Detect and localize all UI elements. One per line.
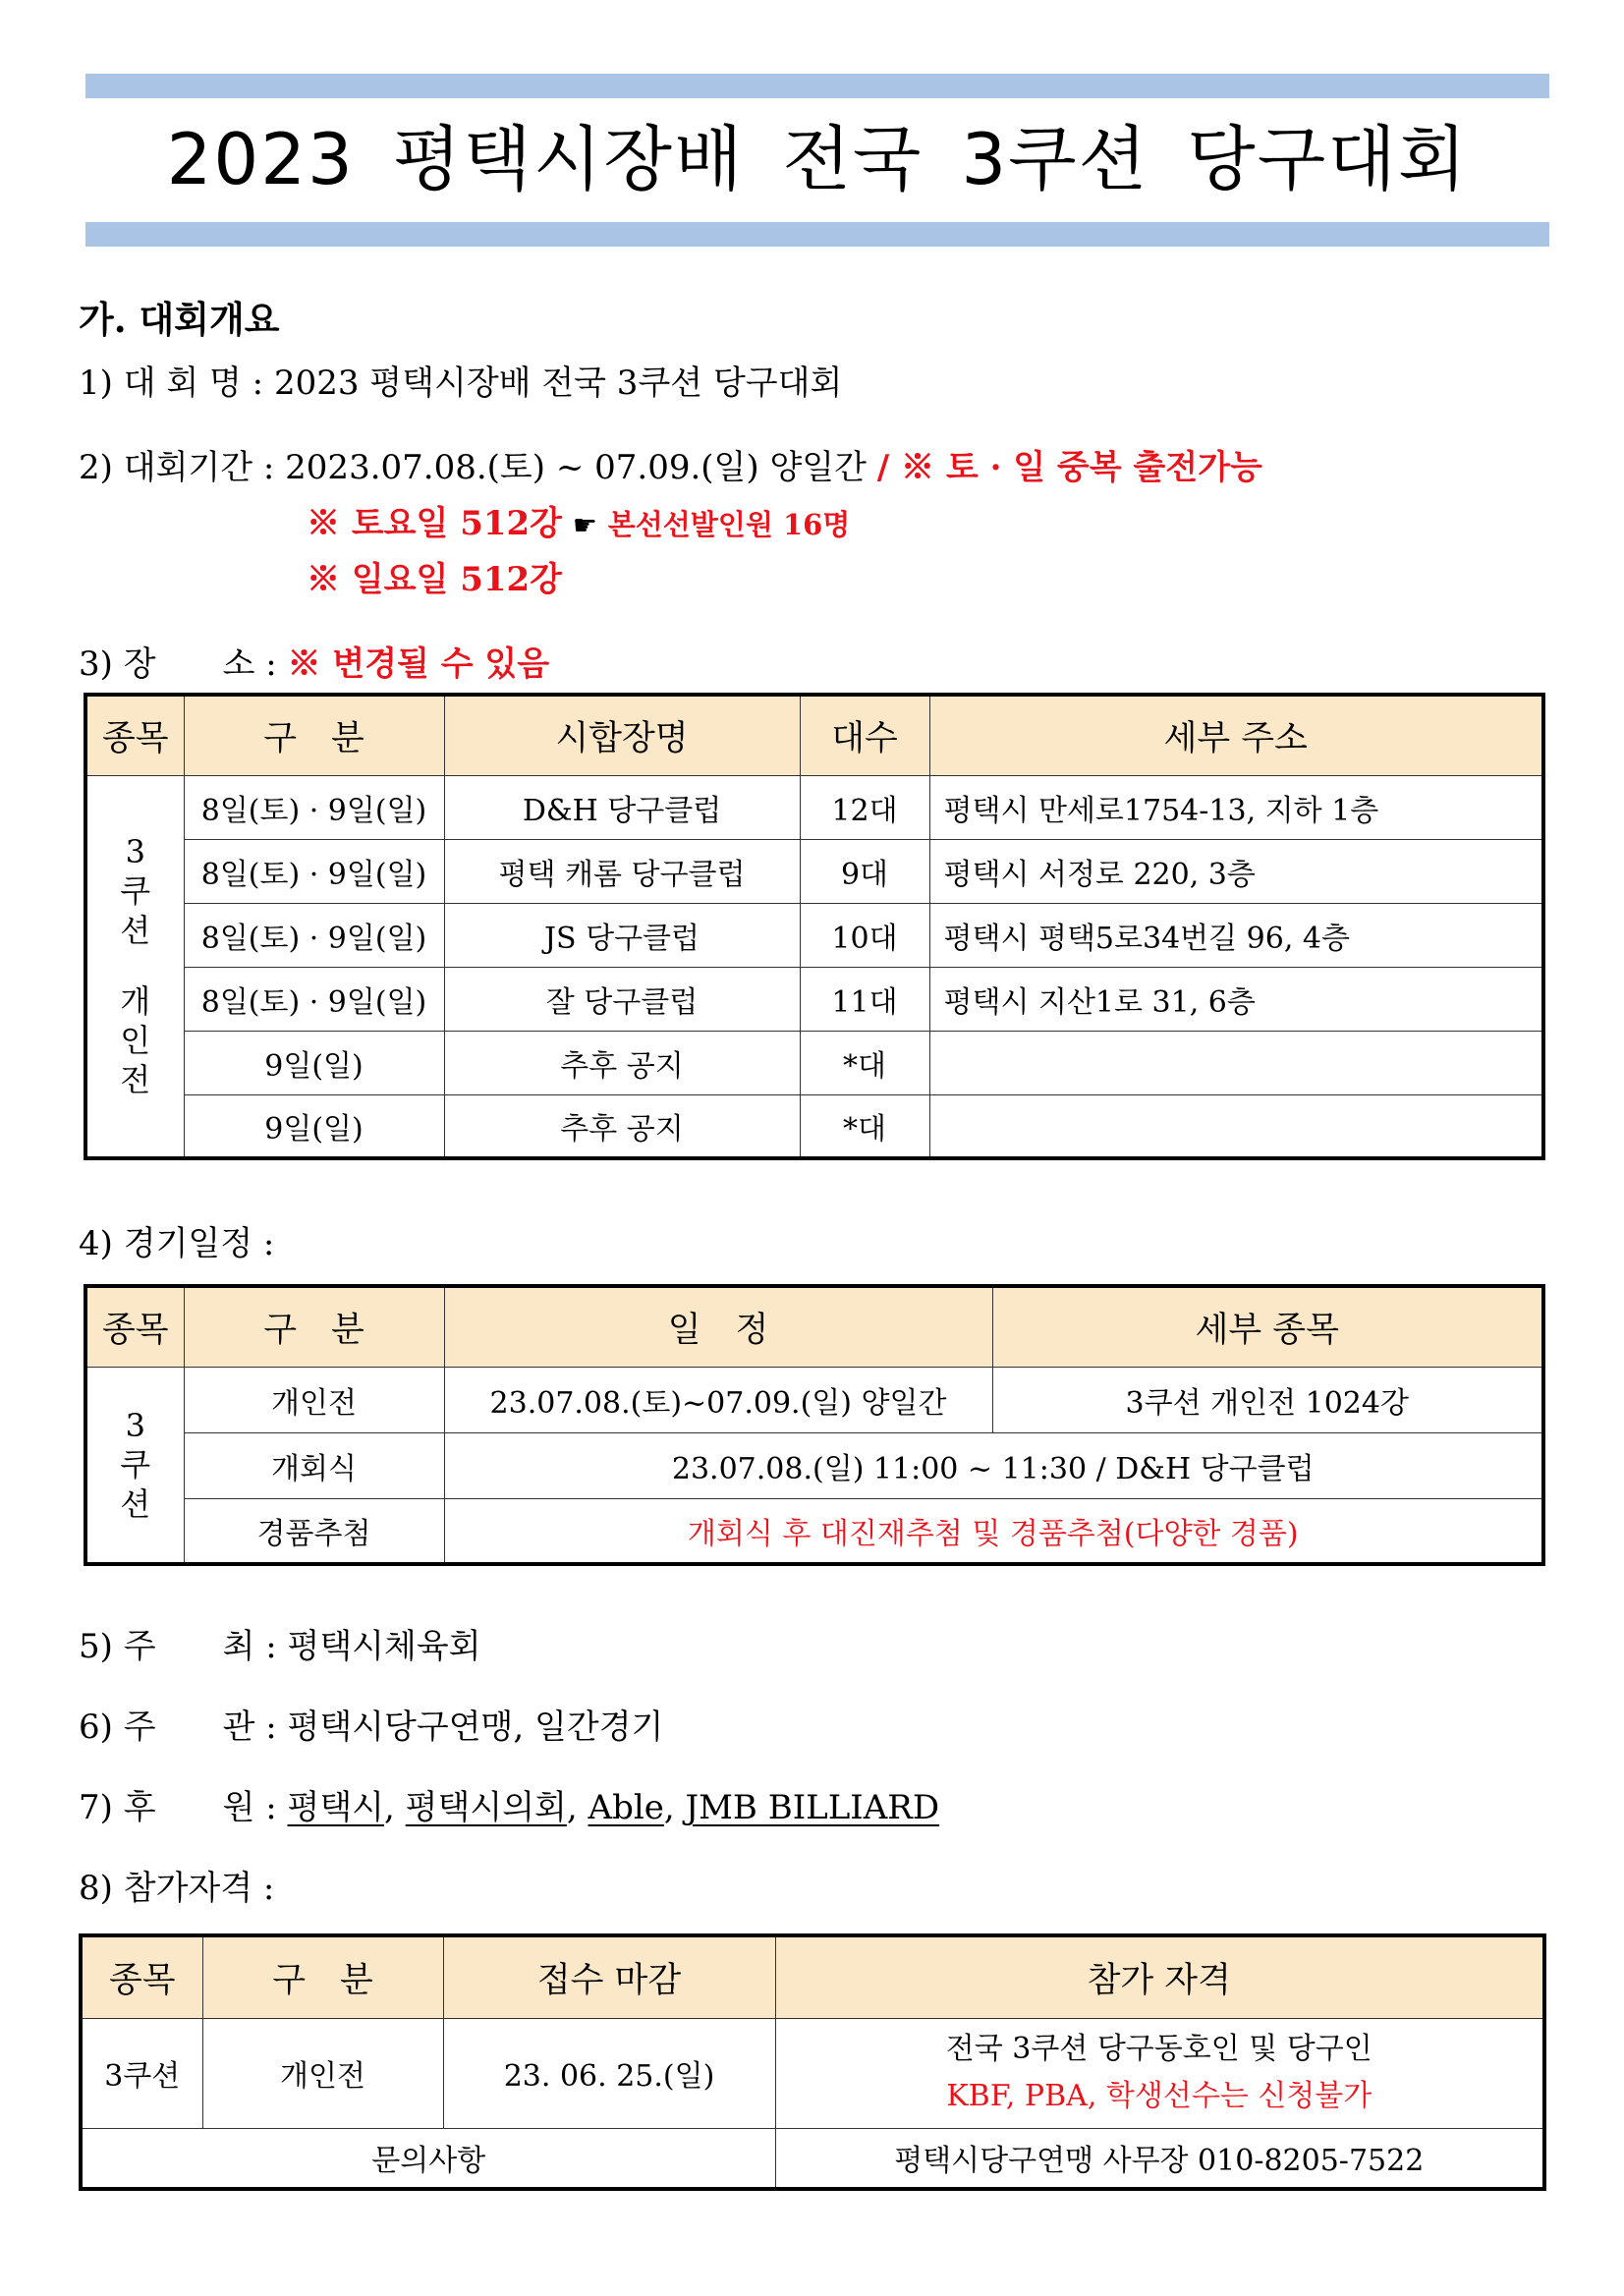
item-number: 5) — [79, 1627, 113, 1666]
division-cell: 개인전 — [202, 2018, 443, 2128]
venue-cell: 잘 당구클럽 — [444, 967, 800, 1031]
table-row — [85, 903, 1543, 967]
tables-cell: *대 — [800, 1031, 929, 1094]
item-number: 6) — [79, 1708, 113, 1747]
item-period — [79, 440, 1262, 488]
item-number: 8) — [79, 1869, 113, 1908]
venue-cell: 추후 공지 — [444, 1094, 800, 1158]
category-gap — [87, 950, 184, 981]
item-label: 대 회 명 : — [123, 364, 264, 403]
item-label: 장 소 : — [123, 644, 277, 684]
table-row — [85, 775, 1543, 839]
date-cell: 8일(토) · 9일(일) — [184, 967, 444, 1031]
qualification-cell — [775, 2018, 1544, 2128]
contact-label: 문의사항 — [81, 2128, 775, 2189]
category-char: 3 — [125, 833, 145, 871]
header-event: 종목 — [85, 695, 184, 775]
qualification-text: 전국 3쿠션 당구동호인 및 당구인 — [945, 2032, 1372, 2066]
item-value: 2023.07.08.(토) ~ 07.09.(일) 양일간 — [285, 448, 867, 487]
venue-table — [84, 693, 1545, 1160]
category-char: 개 — [120, 982, 151, 1021]
item-label: 대회기간 : — [123, 448, 275, 487]
section-heading: 가. 대회개요 — [79, 298, 280, 341]
sponsor-link[interactable]: 평택시 — [287, 1788, 385, 1827]
header-qualification: 참가 자격 — [775, 1935, 1544, 2018]
table-row — [85, 839, 1543, 903]
detail-cell: 3쿠션 개인전 1024강 — [992, 1367, 1543, 1432]
item-value: 2023 평택시장배 전국 3쿠션 당구대회 — [273, 364, 843, 403]
saturday-round: ※ 토요일 512강 — [307, 504, 563, 543]
duplicate-entry-note: / ※ 토 · 일 중복 출전가능 — [876, 448, 1262, 487]
division-cell: 경품추첨 — [184, 1498, 444, 1564]
date-cell: 9일(일) — [184, 1094, 444, 1158]
contact-value: 평택시당구연맹 사무장 010-8205-7522 — [775, 2128, 1544, 2189]
date-cell: 8일(토) · 9일(일) — [184, 775, 444, 839]
schedule-cell: 개회식 후 대진재추첨 및 경품추첨(다양한 경품) — [444, 1498, 1543, 1564]
item-label: 후 원 : — [123, 1788, 277, 1827]
category-char: 3 — [125, 1406, 145, 1444]
item-number: 7) — [79, 1788, 113, 1827]
bottom-accent-bar — [85, 222, 1549, 247]
item-value: 평택시체육회 — [287, 1627, 481, 1666]
place-change-note: ※ 변경될 수 있음 — [287, 644, 550, 684]
category-char: 션 — [120, 912, 151, 950]
sponsor-link[interactable]: Able — [588, 1788, 664, 1827]
tables-cell: 9대 — [800, 839, 929, 903]
event-category-cell — [85, 775, 184, 1158]
restriction-text: KBF, PBA, 학생선수는 신청불가 — [946, 2079, 1372, 2113]
address-cell: 평택시 평택5로34번길 96, 4층 — [929, 903, 1543, 967]
item-number: 2) — [79, 448, 113, 487]
top-accent-bar — [85, 74, 1549, 98]
item-value: 평택시당구연맹, 일간경기 — [287, 1708, 664, 1747]
division-cell: 개회식 — [184, 1432, 444, 1498]
header-event: 종목 — [81, 1935, 202, 2018]
category-char: 쿠 — [120, 872, 151, 911]
address-cell: 평택시 만세로1754-13, 지하 1층 — [929, 775, 1543, 839]
tables-cell: 10대 — [800, 903, 929, 967]
table-row — [85, 1498, 1543, 1564]
address-cell — [929, 1094, 1543, 1158]
sponsor-link[interactable]: JMB BILLIARD — [685, 1788, 940, 1827]
eligibility-table — [79, 1933, 1546, 2191]
separator: , — [663, 1788, 675, 1827]
item-name — [79, 356, 842, 404]
item-place — [79, 637, 549, 685]
header-deadline: 접수 마감 — [443, 1935, 775, 2018]
category-char: 션 — [120, 1484, 151, 1523]
item-eligibility — [79, 1861, 274, 1909]
pointing-hand-icon: ☛ — [572, 509, 597, 541]
item-sponsor — [79, 1780, 939, 1828]
sunday-note — [307, 552, 562, 600]
event-category-cell — [85, 1367, 184, 1564]
sunday-round: ※ 일요일 512강 — [307, 560, 563, 599]
saturday-note — [307, 496, 850, 544]
page-title: 2023 평택시장배 전국 3쿠션 당구대회 — [166, 118, 1469, 200]
division-cell: 개인전 — [184, 1367, 444, 1432]
item-number: 3) — [79, 644, 113, 684]
address-cell: 평택시 지산1로 31, 6층 — [929, 967, 1543, 1031]
sponsor-link[interactable]: 평택시의회 — [405, 1788, 567, 1827]
contact-row — [81, 2128, 1544, 2189]
table-row — [85, 1432, 1543, 1498]
venue-cell: 추후 공지 — [444, 1031, 800, 1094]
item-label: 주 관 : — [123, 1708, 277, 1747]
item-label: 주 최 : — [123, 1627, 277, 1666]
header-detail: 세부 종목 — [992, 1286, 1543, 1367]
schedule-cell: 23.07.08.(토)~07.09.(일) 양일간 — [444, 1367, 992, 1432]
table-row — [81, 2018, 1544, 2128]
venue-cell: D&H 당구클럽 — [444, 775, 800, 839]
header-address: 세부 주소 — [929, 695, 1543, 775]
tables-cell: *대 — [800, 1094, 929, 1158]
header-event: 종목 — [85, 1286, 184, 1367]
item-host — [79, 1619, 481, 1667]
table-header-row — [85, 1286, 1543, 1367]
item-number: 1) — [79, 364, 113, 403]
header-schedule: 일 정 — [444, 1286, 992, 1367]
item-label: 참가자격 : — [123, 1869, 275, 1908]
address-cell: 평택시 서정로 220, 3층 — [929, 839, 1543, 903]
tables-cell: 12대 — [800, 775, 929, 839]
separator: , — [384, 1788, 395, 1827]
saturday-qualifiers: 본선선발인원 16명 — [607, 508, 851, 541]
category-char: 인 — [120, 1022, 151, 1060]
item-schedule — [79, 1216, 274, 1264]
header-venue: 시합장명 — [444, 695, 800, 775]
header-division: 구 분 — [184, 695, 444, 775]
item-number: 4) — [79, 1224, 113, 1263]
address-cell — [929, 1031, 1543, 1094]
header-division: 구 분 — [202, 1935, 443, 2018]
table-row — [85, 1031, 1543, 1094]
schedule-cell: 23.07.08.(일) 11:00 ~ 11:30 / D&H 당구클럽 — [444, 1432, 1543, 1498]
deadline-cell: 23. 06. 25.(일) — [443, 2018, 775, 2128]
schedule-table — [84, 1284, 1545, 1566]
table-row — [85, 1367, 1543, 1432]
date-cell: 8일(토) · 9일(일) — [184, 903, 444, 967]
table-row — [85, 967, 1543, 1031]
header-tables: 대수 — [800, 695, 929, 775]
separator: , — [566, 1788, 578, 1827]
date-cell: 9일(일) — [184, 1031, 444, 1094]
table-header-row — [85, 695, 1543, 775]
event-cell: 3쿠션 — [81, 2018, 202, 2128]
date-cell: 8일(토) · 9일(일) — [184, 839, 444, 903]
tables-cell: 11대 — [800, 967, 929, 1031]
category-char: 쿠 — [120, 1445, 151, 1484]
header-division: 구 분 — [184, 1286, 444, 1367]
category-char: 전 — [120, 1061, 151, 1099]
table-header-row — [81, 1935, 1544, 2018]
item-label: 경기일정 : — [123, 1224, 275, 1263]
venue-cell: 평택 캐롬 당구클럽 — [444, 839, 800, 903]
venue-cell: JS 당구클럽 — [444, 903, 800, 967]
table-row — [85, 1094, 1543, 1158]
item-organizer — [79, 1700, 663, 1748]
